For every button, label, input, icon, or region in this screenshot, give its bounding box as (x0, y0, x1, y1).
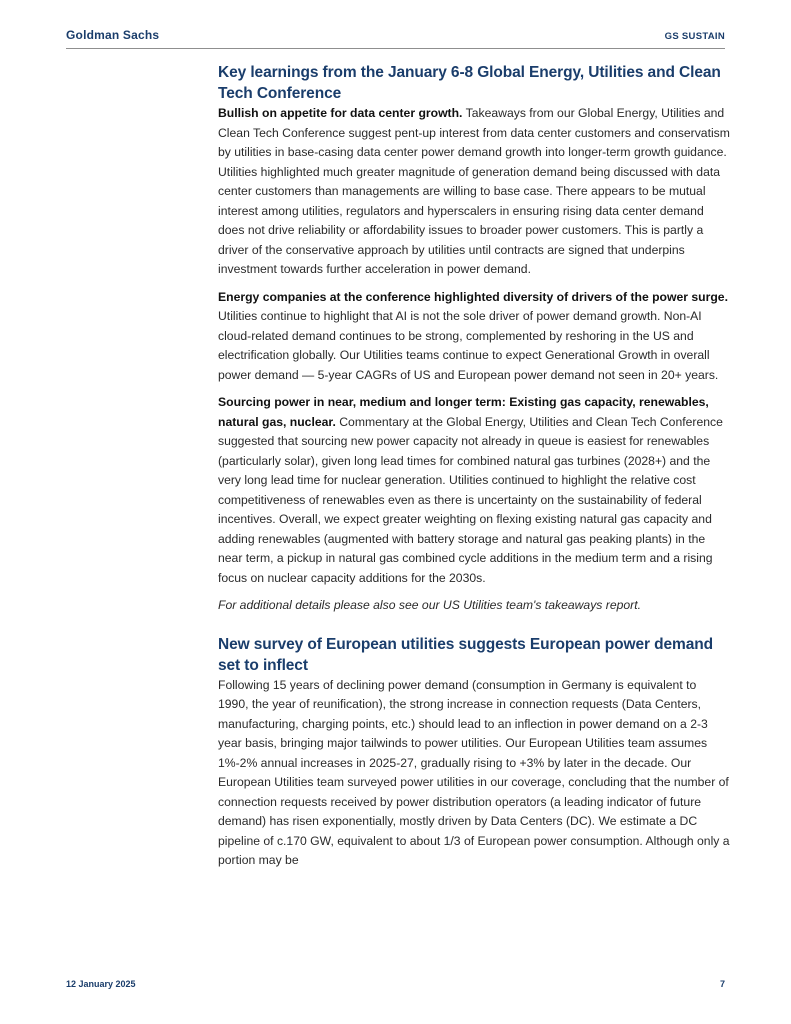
header-divider (66, 48, 725, 49)
header-section-label: GS SUSTAIN (664, 31, 725, 42)
section-heading-conference: Key learnings from the January 6-8 Global Energy, Utilities and Clean Tech Conference (218, 64, 721, 102)
header-brand: Goldman Sachs (66, 28, 160, 42)
paragraph-lead: Bullish on appetite for data center growth. (218, 106, 463, 120)
paragraph-body: Utilities continue to highlight that AI is not the sole driver of power demand growth. Non-AI cloud-related demand continues to be strong, complemented by reshoring in the US and electrification globally. Our Utilities teams continue to expect Generational Growth in overall power demand — 5-year CAGRs of US and European power demand not seen in 20+ years. (218, 309, 719, 382)
reference-note: For additional details please also see our US Utilities team's takeaways report. (218, 598, 641, 612)
paragraph-body: Commentary at the Global Energy, Utilities and Clean Tech Conference suggested that sourcing new power capacity not already in queue is easiest for renewables (particularly solar), given long lead times for combined natural gas turbines (2028+) and the very long lead time for nuclear generation. Utilities continued to highlight the relative cost competitiveness of renewables even as there is uncertainty on the sustainability of federal incentives. Overall, we expect greater weighting on flexing existing natural gas capacity and adding renewables (augmented with battery storage and natural gas peaking plants) in the near term, a pickup in natural gas combined cycle additions in the medium term and a rising focus on nuclear capacity additions for the 2030s. (218, 414, 723, 585)
main-content (218, 62, 730, 871)
footer-date: 12 January 2025 (66, 979, 136, 989)
paragraph-lead: Sourcing power in near, medium and longer term: Existing gas capacity, renewables, natural gas, nuclear. (218, 395, 709, 429)
paragraph-lead: Energy companies at the conference highlighted diversity of drivers of the power surge. (218, 289, 728, 304)
paragraph-power-drivers (218, 288, 730, 386)
paragraph-european-demand: Following 15 years of declining power demand (consumption in Germany is equivalent to 1990, the year of reunification), the strong increase in connection requests (Data Centers, manufacturing, charging points, etc.) should lead to an inflection in power demand on a 2-3 year basis, bringing major tailwinds to power utilities. Our European Utilities team assumes 1%-2% annual increases in 2025-27, gradually rising to +3% by later in the decade. Our European Utilities team surveyed power utilities in our coverage, concluding that the number of connection requests received by power distribution operators (a leading indicator of future demand) has risen exponentially, mostly driven by Data Centers (DC). We estimate a DC pipeline of c.170 GW, equivalent to about 1/3 of European power consumption. Although only a portion may be (218, 677, 730, 867)
page-number: 7 (719, 979, 725, 989)
paragraph-data-center-growth (218, 104, 730, 280)
paragraph-body: Takeaways from our Global Energy, Utilities and Clean Tech Conference suggest pent-up interest from data center customers and conservatism by utilities in base-casing data center power demand growth into longer-term growth guidance. Utilities highlighted much greater magnitude of generation demand being discussed with data center customers than managements are willing to base case. There appears to be mutual interest among utilities, regulators and hyperscalers in ensuring rising data center demand does not drive reliability or affordability issues to broader power customers. This is partly a driver of the conservative approach by utilities until contracts are signed that underpins investment towards further acceleration in power demand. (218, 106, 730, 276)
section-heading-european-survey: New survey of European utilities suggests European power demand set to inflect (218, 635, 713, 674)
paragraph-sourcing-power (218, 393, 730, 588)
